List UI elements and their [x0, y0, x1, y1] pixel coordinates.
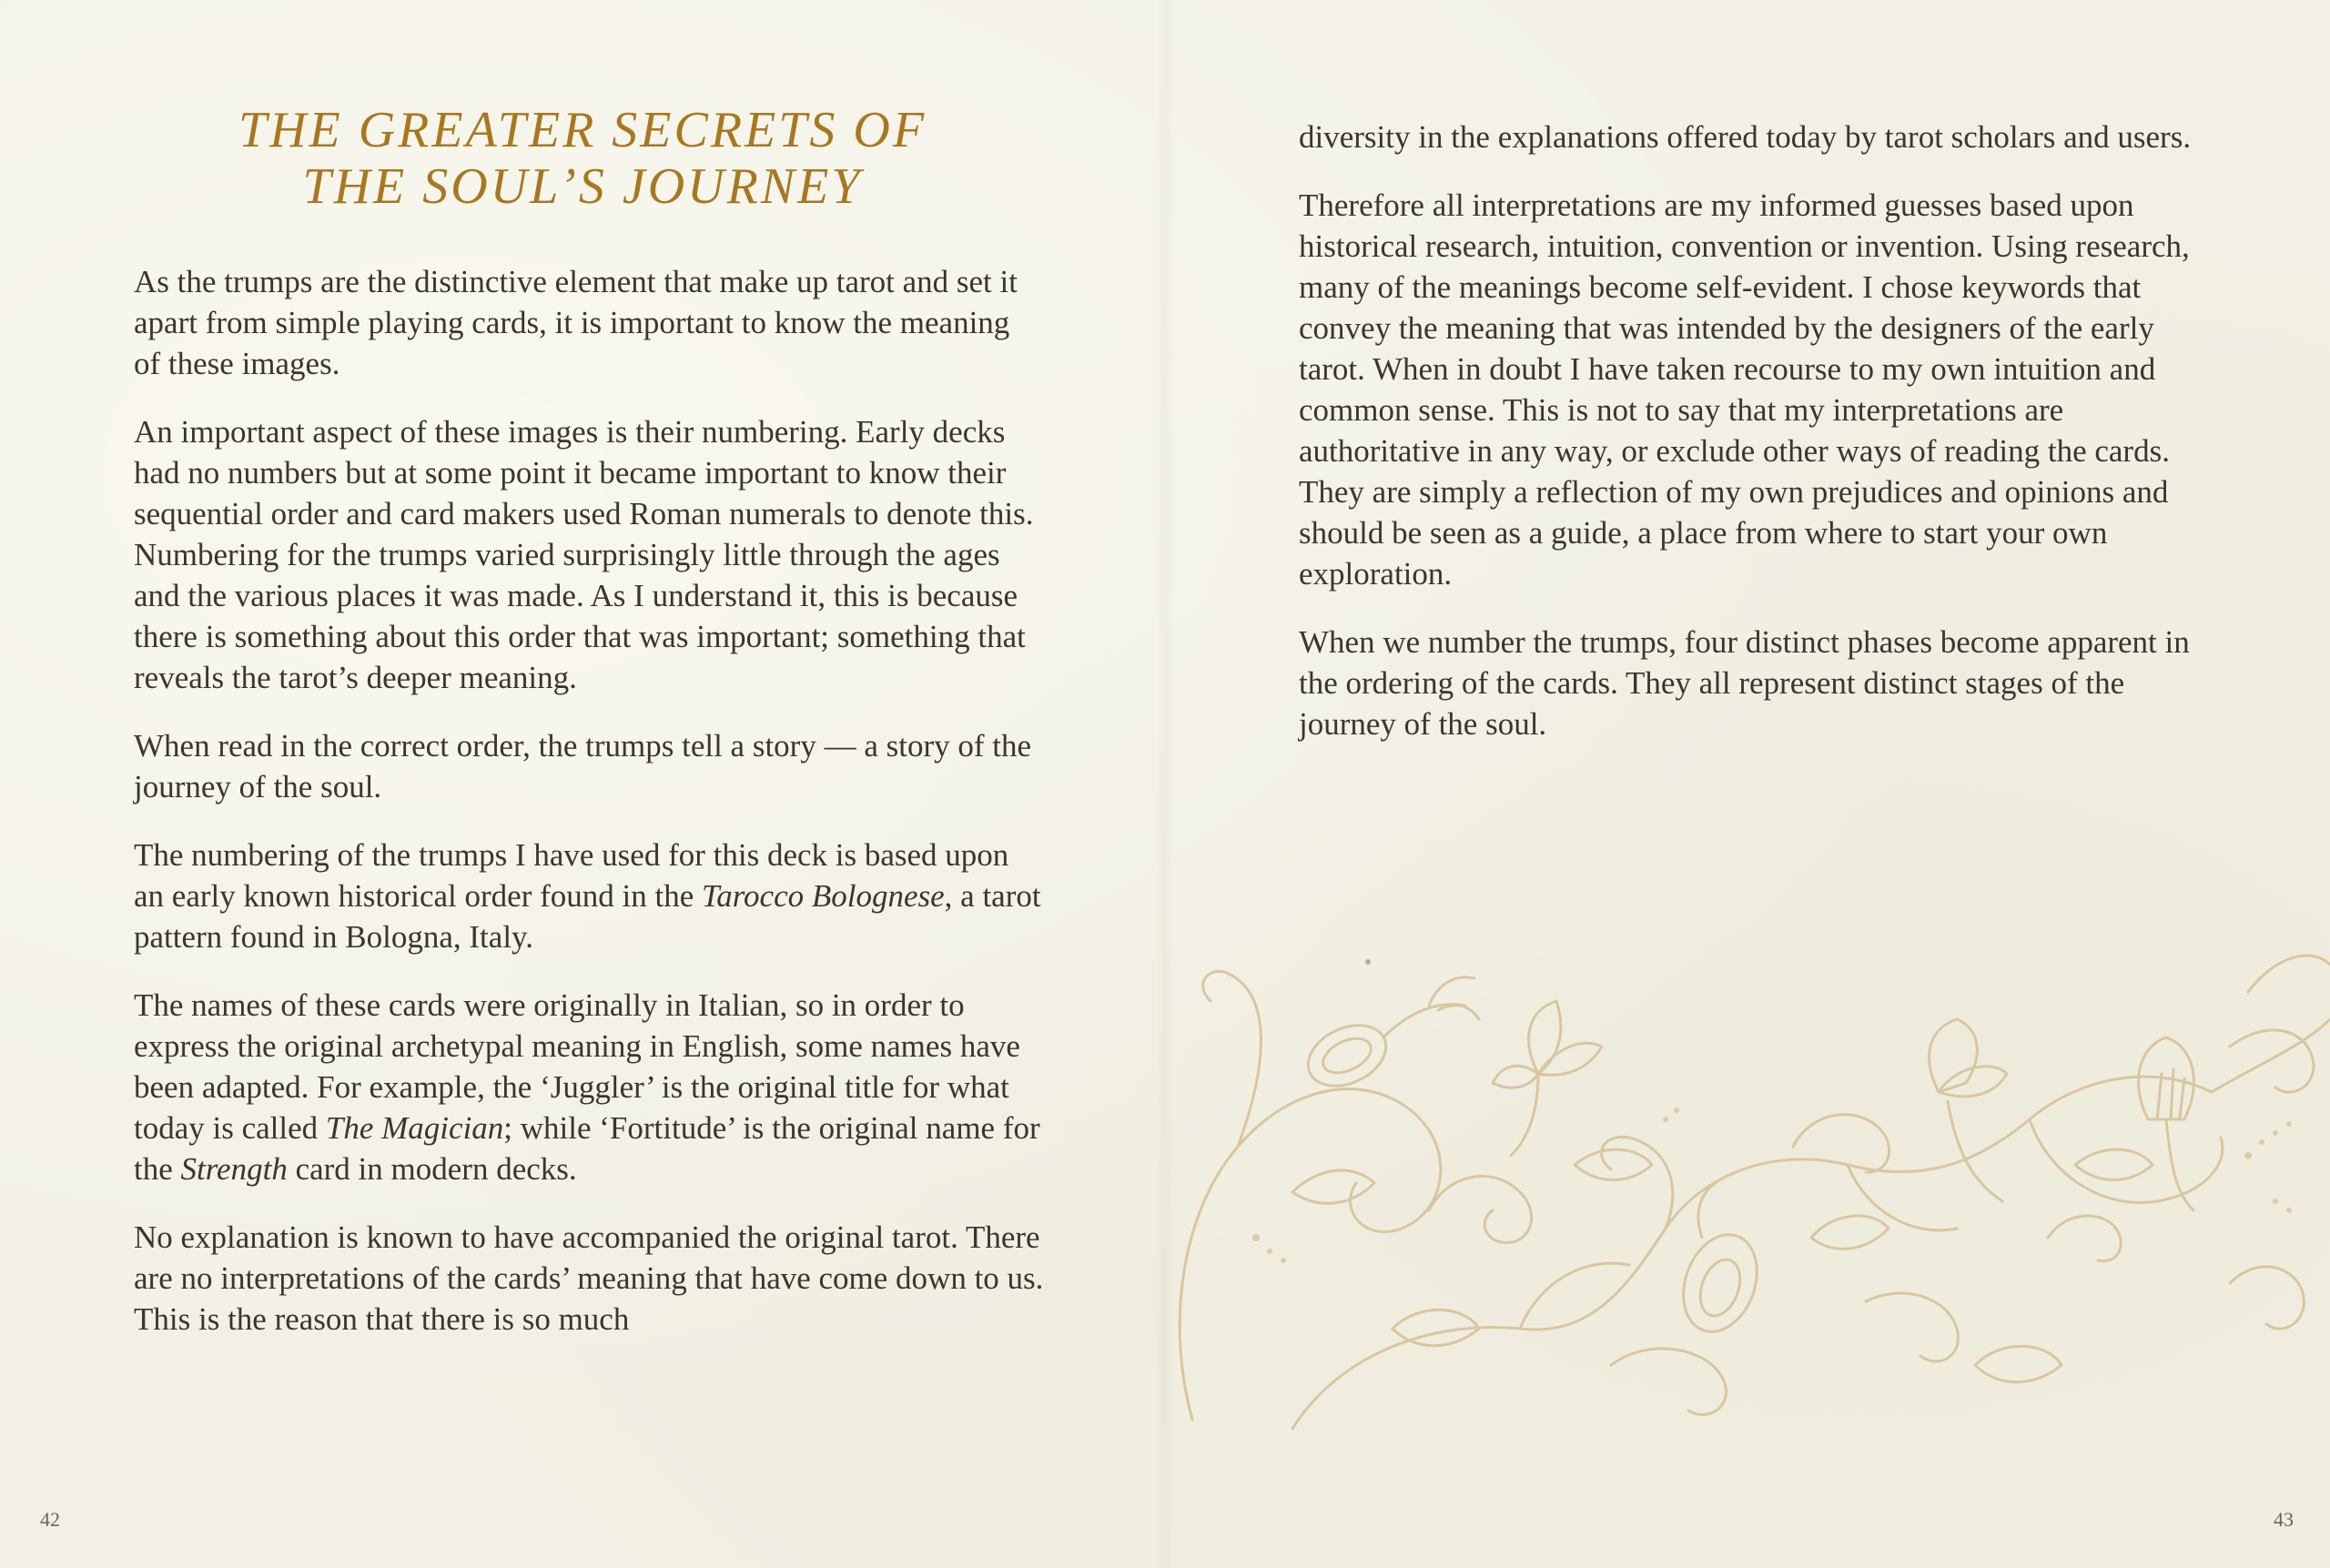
- page-number-right: 43: [2274, 1508, 2294, 1531]
- italic-title: Tarocco Bolognese: [701, 878, 945, 914]
- text-run: ; while ‘Fortitude’ is the original name for the: [134, 1110, 1040, 1187]
- left-body-text: [134, 261, 1044, 1367]
- chapter-title-line-2: THE SOUL’S JOURNEY: [302, 158, 863, 215]
- paragraph: When we number the trumps, four distinct phases become apparent in the ordering of the cards. They all represent distinct stages of the journey of the soul.: [1299, 624, 2190, 742]
- text-run: , a tarot pattern found in Bologna, Italy.: [134, 878, 1041, 955]
- italic-title: The Magician: [325, 1110, 504, 1146]
- text-run: The numbering of the trumps I have used for this deck is based upon an early known historical order found in the: [134, 837, 1009, 914]
- paragraph: No explanation is known to have accompanied the original tarot. There are no interpretations of the cards’ meaning that have come down to us. This is the reason that there is so much: [134, 1219, 1044, 1337]
- paragraph: [134, 985, 1044, 1189]
- floral-ornament-icon: [1156, 937, 2330, 1447]
- text-run: The names of these cards were originally in Italian, so in order to express the original archetypal meaning in English, some names have been adapted. For example, the ‘Juggler’ is the original title for what today is called: [134, 987, 1020, 1146]
- chapter-title: [127, 102, 1038, 215]
- chapter-title-line-1: THE GREATER SECRETS OF: [238, 102, 927, 158]
- page-number-left: 42: [40, 1508, 60, 1531]
- paragraph: An important aspect of these images is their numbering. Early decks had no numbers but at some point it became important to know their sequential order and card makers used Roman numerals to denote this. Numbering for the trumps varied surprisingly little through the ages and the various places it was made. As I understand it, this is because there is something about this order that was important; something that reveals the tarot’s deeper meaning.: [134, 414, 1034, 695]
- paragraph: Therefore all interpretations are my informed guesses based upon historical research, intuition, convention or invention. Using research, many of the meanings become self-evident. I chose keywords that convey the meaning that was intended by the designers of the early tarot. When in doubt I have taken recourse to my own intuition and common sense. This is not to say that my interpretations are authoritative in any way, or exclude other ways of reading the cards. They are simply a reflection of my own prejudices and opinions and should be seen as a guide, a place from where to start your own exploration.: [1299, 187, 2190, 592]
- italic-title: Strength: [180, 1151, 288, 1187]
- paragraph: [134, 835, 1044, 957]
- paragraph: diversity in the explanations offered today by tarot scholars and users.: [1299, 119, 2192, 155]
- paragraph: When read in the correct order, the trumps tell a story — a story of the journey of the soul.: [134, 728, 1032, 804]
- paragraph: As the trumps are the distinctive element that make up tarot and set it apart from simple playing cards, it is important to know the meaning of these images.: [134, 264, 1018, 381]
- text-run: card in modern decks.: [287, 1151, 577, 1187]
- right-body-text: [1299, 116, 2209, 772]
